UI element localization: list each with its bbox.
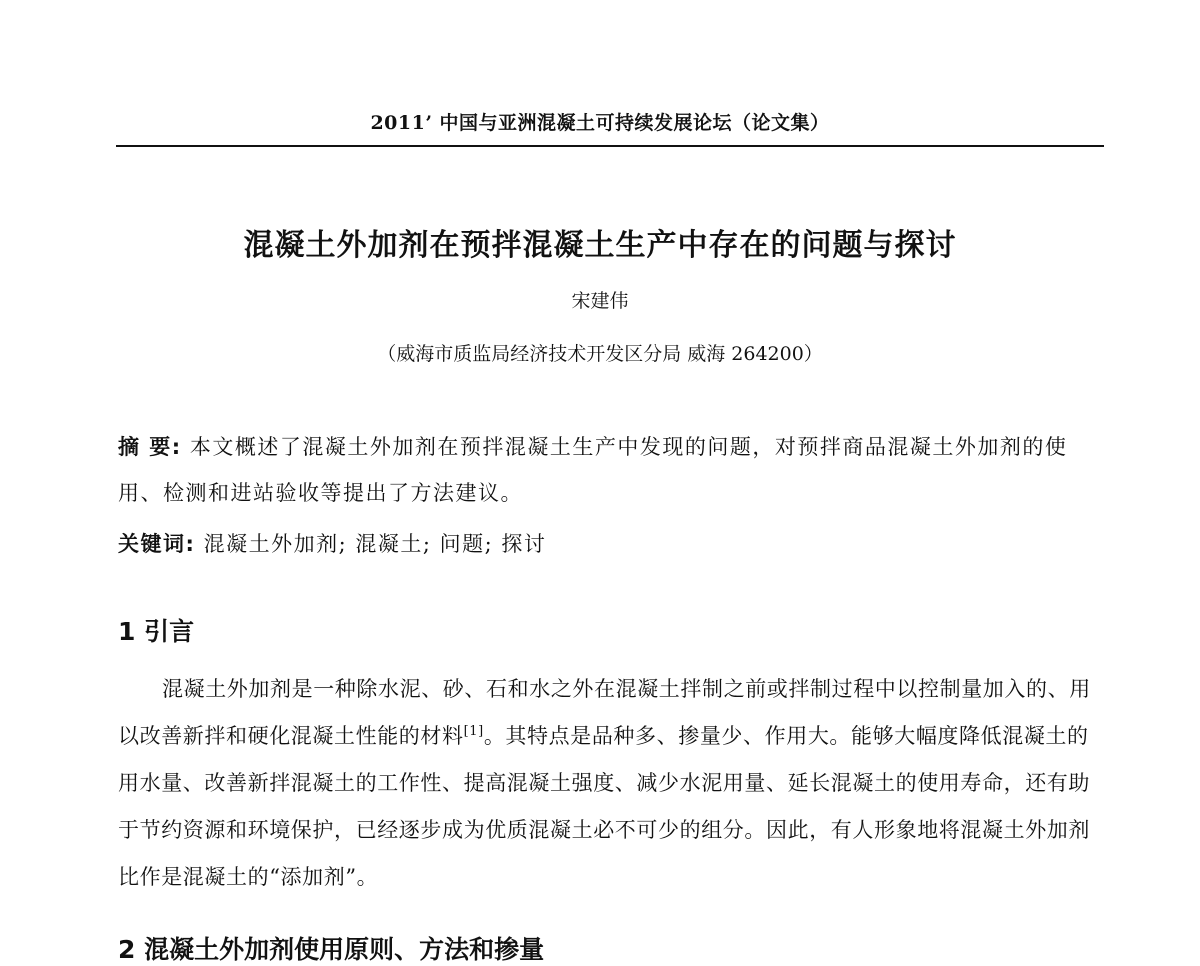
intro-text-part1: 混凝土外加剂是一种除水泥、砂、石和水之外在混凝土拌制之前或拌制过程中以控制量加入的、用以改善新拌和硬化混凝土性能的材料	[118, 677, 1091, 748]
keywords-text: 混凝土外加剂; 混凝土; 问题; 探讨	[195, 532, 547, 556]
paper-title: 混凝土外加剂在预拌混凝土生产中存在的问题与探讨	[243, 228, 957, 263]
section-heading-introduction: 1 引言	[118, 617, 195, 646]
keywords	[118, 521, 1100, 567]
running-header: 2011’ 中国与亚洲混凝土可持续发展论坛（论文集）	[370, 112, 830, 134]
section-heading-principles: 2 混凝土外加剂使用原则、方法和掺量	[118, 935, 545, 964]
intro-text-part2: 。其特点是品种多、掺量少、作用大。能够大幅度降低混凝土的用水量、改善新拌混凝土的工作性、提高混凝土强度、减少水泥用量、延长混凝土的使用寿命，还有助于节约资源和环境保护，已经逐步成为优质混凝土必不可少的组分。因此，有人形象地将混凝土外加剂比作是混凝土的“添加剂”。	[118, 724, 1090, 889]
introduction-paragraph	[118, 666, 1100, 901]
abstract-label: 摘 要:	[118, 435, 182, 459]
keywords-label: 关键词:	[118, 532, 196, 556]
abstract-text: 本文概述了混凝土外加剂在预拌混凝土生产中发现的问题，对预拌商品混凝土外加剂的使用、检测和进站验收等提出了方法建议。	[118, 435, 1068, 505]
author-affiliation: （威海市质监局经济技术开发区分局 威海 264200）	[377, 343, 823, 365]
author-name: 宋建伟	[571, 290, 629, 312]
header-rule	[116, 145, 1104, 147]
abstract	[118, 424, 1100, 516]
citation-ref: [1]	[463, 724, 484, 739]
